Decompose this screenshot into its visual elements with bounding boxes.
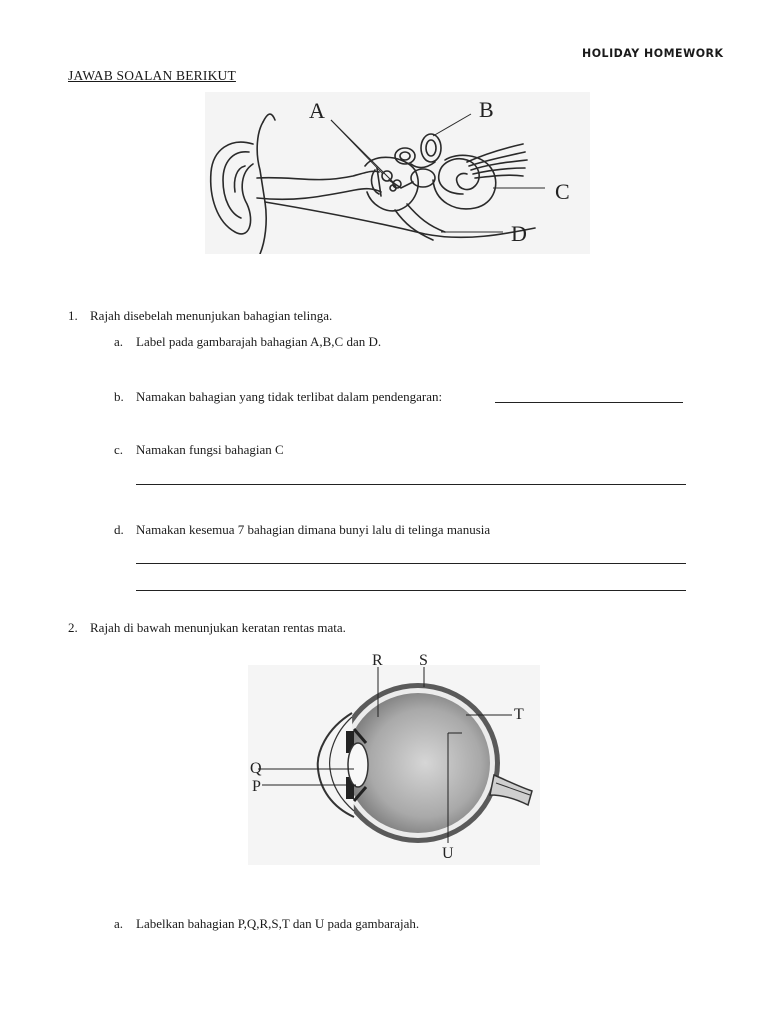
- q2-text: Rajah di bawah menunjukan keratan rentas mata.: [90, 620, 346, 635]
- q1a-letter: a.: [114, 334, 124, 349]
- q1c-text: Namakan fungsi bahagian C: [136, 442, 284, 457]
- q1-text: Rajah disebelah menunjukan bahagian telinga.: [90, 308, 333, 323]
- q1-number: 1.: [68, 308, 78, 323]
- q1d-text: Namakan kesemua 7 bahagian dimana bunyi lalu di telinga manusia: [136, 522, 491, 537]
- q2-number: 2.: [68, 620, 78, 635]
- q1c-answer-line[interactable]: [136, 484, 686, 485]
- eye-label-p: P: [252, 778, 261, 795]
- ear-diagram: [205, 92, 590, 254]
- q2a-text: Labelkan bahagian P,Q,R,S,T dan U pada gambarajah.: [136, 916, 420, 931]
- eye-label-q: Q: [250, 760, 262, 777]
- q1b-text: Namakan bahagian yang tidak terlibat dalam pendengaran:: [136, 389, 443, 404]
- eye-label-t: T: [514, 706, 524, 723]
- ear-label-b: B: [479, 97, 494, 122]
- ear-label-c: C: [555, 179, 570, 204]
- eye-label-r: R: [372, 652, 383, 669]
- q1d-answer-line-2[interactable]: [136, 590, 686, 591]
- eye-label-u: U: [442, 845, 454, 862]
- q1b-letter: b.: [114, 389, 124, 404]
- q2a-letter: a.: [114, 916, 124, 931]
- ear-label-d: D: [511, 221, 527, 246]
- eye-diagram: [248, 645, 540, 865]
- q1c-letter: c.: [114, 442, 124, 457]
- q1d-letter: d.: [114, 522, 124, 537]
- eye-label-s: S: [419, 652, 428, 669]
- q1b-answer-line[interactable]: [495, 402, 683, 403]
- holiday-homework-tag: HOLIDAY HOMEWORK: [582, 46, 724, 61]
- page-title: JAWAB SOALAN BERIKUT: [68, 68, 236, 83]
- q1d-answer-line-1[interactable]: [136, 563, 686, 564]
- q1a-text: Label pada gambarajah bahagian A,B,C dan D.: [136, 334, 382, 349]
- ear-label-a: A: [309, 98, 325, 123]
